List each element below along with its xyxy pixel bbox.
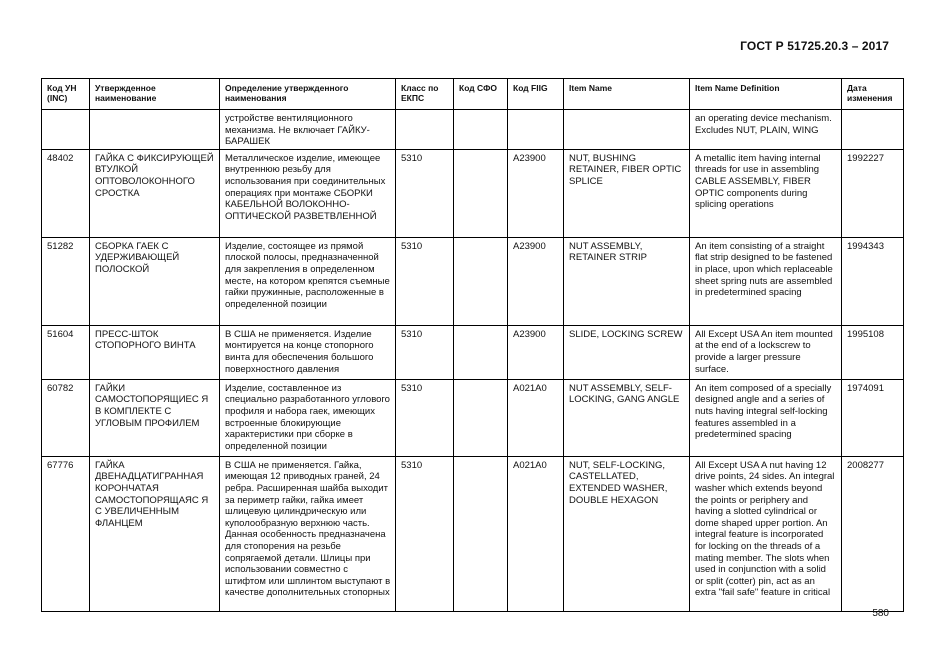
cell-item-name	[564, 110, 690, 150]
col-header-ekps-class: Класс по ЕКПС	[396, 79, 454, 110]
cell-sfo-code	[454, 237, 508, 325]
cell-sfo-code	[454, 149, 508, 237]
cell-change-date: 1995108	[842, 325, 904, 379]
cell-definition: В США не применяется. Изделие монтируется на конце стопорного винта для обеспечения большого поверхностного давления	[220, 325, 396, 379]
cell-sfo-code	[454, 325, 508, 379]
cell-ekps-class: 5310	[396, 237, 454, 325]
col-header-fiig-code: Код FIIG	[508, 79, 564, 110]
table-row	[42, 456, 904, 611]
cell-item-definition: A metallic item having internal threads for use in assembling CABLE ASSEMBLY, FIBER OPTIC components during splicing operations	[690, 149, 842, 237]
cell-item-definition: All Except USA An item mounted at the end of a lockscrew to provide a larger pressure surface.	[690, 325, 842, 379]
document-code: ГОСТ Р 51725.20.3 – 2017	[740, 39, 889, 53]
cell-change-date: 1992227	[842, 149, 904, 237]
cell-item-name: NUT, SELF-LOCKING, CASTELLATED, EXTENDED WASHER, DOUBLE HEXAGON	[564, 456, 690, 611]
cell-change-date: 1994343	[842, 237, 904, 325]
page-number: 580	[872, 608, 889, 619]
col-header-approved-name: Утвержденное наименование	[90, 79, 220, 110]
cell-definition: В США не применяется. Гайка, имеющая 12 приводных граней, 24 ребра. Расширенная шайба выходит за периметр гайки, гайка имеет шлицевую цилиндрическую или куполообразную верхнюю часть. Данная особенность предназначена для стопорения на резьбе сопрягаемой детали. Шлицы при использовании совместно с штифтом или шплинтом выступают в качестве дополнительных стопорных	[220, 456, 396, 611]
cell-sfo-code	[454, 456, 508, 611]
col-header-sfo-code: Код СФО	[454, 79, 508, 110]
cell-inc	[42, 110, 90, 150]
cell-approved-name: ГАЙКА С ФИКСИРУЮЩЕЙ ВТУЛКОЙ ОПТОВОЛОКОННОГО СРОСТКА	[90, 149, 220, 237]
cell-item-name: NUT ASSEMBLY, RETAINER STRIP	[564, 237, 690, 325]
cell-approved-name: ПРЕСС-ШТОК СТОПОРНОГО ВИНТА	[90, 325, 220, 379]
cell-fiig-code: A23900	[508, 325, 564, 379]
cell-fiig-code	[508, 110, 564, 150]
cell-item-name: SLIDE, LOCKING SCREW	[564, 325, 690, 379]
catalog-table	[41, 78, 904, 612]
cell-ekps-class: 5310	[396, 325, 454, 379]
cell-item-definition: An item consisting of a straight flat strip designed to be fastened in place, upon which replaceable sheet spring nuts are assembled in predetermined spacing	[690, 237, 842, 325]
table-row	[42, 149, 904, 237]
cell-fiig-code: A23900	[508, 149, 564, 237]
cell-definition: Изделие, составленное из специально разработанного углового профиля и набора гаек, имеющих встроенные блокирующие характеристики при сборке в определенной позиции	[220, 379, 396, 456]
cell-fiig-code: A23900	[508, 237, 564, 325]
col-header-definition: Определение утвержденного наименования	[220, 79, 396, 110]
cell-fiig-code: A021A0	[508, 456, 564, 611]
cell-change-date: 2008277	[842, 456, 904, 611]
cell-fiig-code: A021A0	[508, 379, 564, 456]
table-row	[42, 237, 904, 325]
cell-inc: 60782	[42, 379, 90, 456]
table-header-row	[42, 79, 904, 110]
cell-item-name: NUT ASSEMBLY, SELF-LOCKING, GANG ANGLE	[564, 379, 690, 456]
cell-sfo-code	[454, 379, 508, 456]
cell-ekps-class: 5310	[396, 379, 454, 456]
cell-approved-name: СБОРКА ГАЕК С УДЕРЖИВАЮЩЕЙ ПОЛОСКОЙ	[90, 237, 220, 325]
cell-ekps-class: 5310	[396, 149, 454, 237]
cell-sfo-code	[454, 110, 508, 150]
table-row	[42, 110, 904, 150]
cell-inc: 51604	[42, 325, 90, 379]
cell-ekps-class: 5310	[396, 456, 454, 611]
cell-approved-name: ГАЙКИ САМОСТОПОРЯЩИЕС Я В КОМПЛЕКТЕ С УГЛОВЫМ ПРОФИЛЕМ	[90, 379, 220, 456]
cell-change-date	[842, 110, 904, 150]
cell-item-name: NUT, BUSHING RETAINER, FIBER OPTIC SPLICE	[564, 149, 690, 237]
col-header-inc: Код УН (INC)	[42, 79, 90, 110]
cell-inc: 67776	[42, 456, 90, 611]
col-header-change-date: Дата изменения	[842, 79, 904, 110]
table-row	[42, 379, 904, 456]
col-header-item-definition: Item Name Definition	[690, 79, 842, 110]
cell-approved-name	[90, 110, 220, 150]
col-header-item-name: Item Name	[564, 79, 690, 110]
cell-item-definition: An item composed of a specially designed angle and a series of nuts having integral self-locking features assembled in a predetermined spacing	[690, 379, 842, 456]
cell-inc: 51282	[42, 237, 90, 325]
cell-inc: 48402	[42, 149, 90, 237]
cell-definition: Изделие, состоящее из прямой плоской полосы, предназначенной для закрепления в определенном месте, на котором крепятся съемные гайки пружинные, расположенные в определенной позиции	[220, 237, 396, 325]
cell-approved-name: ГАЙКА ДВЕНАДЦАТИГРАННАЯ КОРОНЧАТАЯ САМОСТОПОРЯЩАЯС Я С УВЕЛИЧЕННЫМ ФЛАНЦЕМ	[90, 456, 220, 611]
cell-item-definition: All Except USA A nut having 12 drive points, 24 sides. An integral washer which extends beyond the points or periphery and having a slotted cylindrical or dome shaped upper portion. An integral feature is incorporated for locking on the threads of a mating member. The slots when used in conjunction with a solid or split (cotter) pin, act as an extra "fail safe" feature in critical	[690, 456, 842, 611]
table-row	[42, 325, 904, 379]
cell-item-definition: an operating device mechanism. Excludes NUT, PLAIN, WING	[690, 110, 842, 150]
cell-definition: устройстве вентиляционного механизма. Не включает ГАЙКУ-БАРАШЕК	[220, 110, 396, 150]
cell-change-date: 1974091	[842, 379, 904, 456]
cell-ekps-class	[396, 110, 454, 150]
cell-definition: Металлическое изделие, имеющее внутреннюю резьбу для использования при соединительных операциях при монтаже СБОРКИ КАБЕЛЬНОЙ ВОЛОКОННО-ОПТИЧЕСКОЙ РАЗВЕТВЛЕННОЙ	[220, 149, 396, 237]
